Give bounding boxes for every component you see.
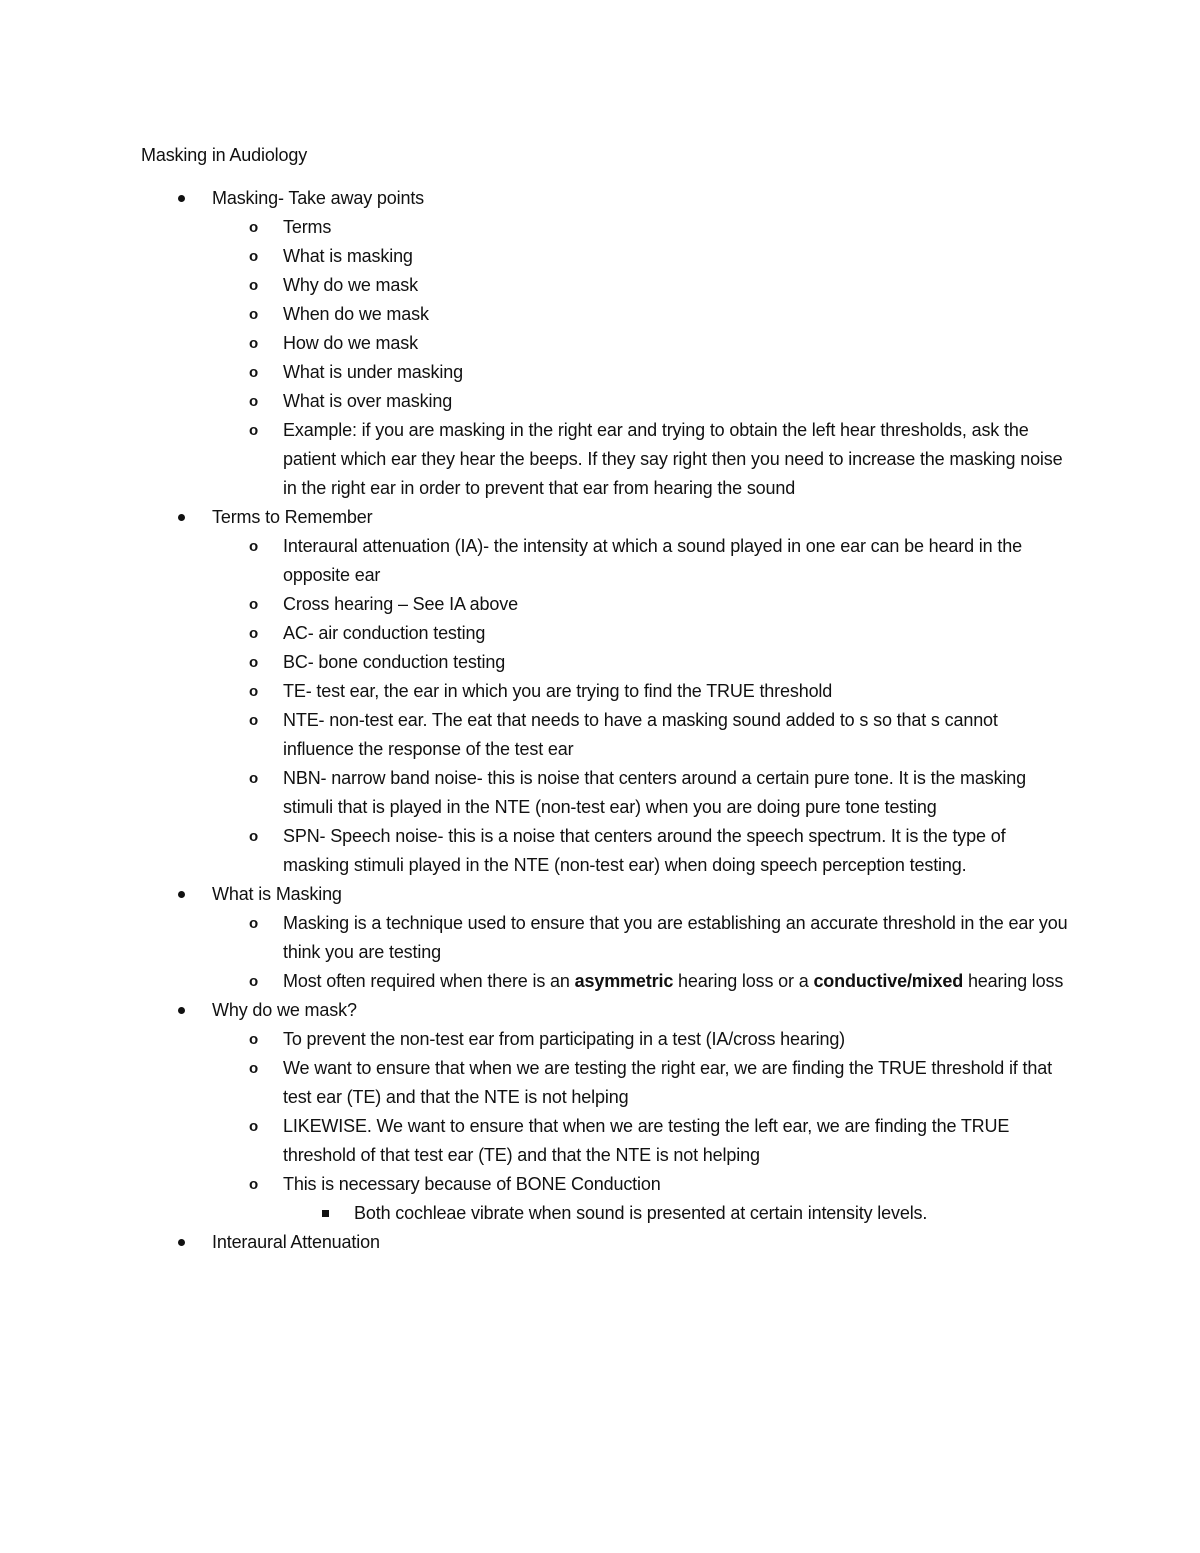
section-item bbox=[212, 358, 1071, 387]
document-title: Masking in Audiology bbox=[141, 145, 308, 165]
bullet-circle-icon: o bbox=[249, 712, 259, 729]
sub-item bbox=[283, 1199, 1071, 1228]
item-text: Interaural attenuation (IA)- the intensity at which a sound played in one ear can be heard in the opposite ear bbox=[283, 536, 1022, 585]
bullet-circle-icon: o bbox=[249, 248, 259, 265]
text-run: hearing loss or a bbox=[673, 971, 814, 991]
item-text: Cross hearing – See IA above bbox=[283, 594, 518, 614]
bullet-circle-icon: o bbox=[249, 364, 259, 381]
section-heading: What is Masking bbox=[212, 884, 342, 904]
bullet-disc-icon bbox=[178, 514, 185, 521]
section-item bbox=[212, 764, 1071, 822]
outline-section bbox=[141, 1228, 1071, 1257]
item-text: How do we mask bbox=[283, 333, 418, 353]
bullet-circle-icon: o bbox=[249, 219, 259, 236]
bullet-circle-icon: o bbox=[249, 683, 259, 700]
section-item bbox=[212, 1112, 1071, 1170]
section-item bbox=[212, 1054, 1071, 1112]
bullet-circle-icon: o bbox=[249, 538, 259, 555]
item-text: We want to ensure that when we are testing the right ear, we are finding the TRUE threshold if that test ear (TE) and that the NTE is not helping bbox=[283, 1058, 1052, 1107]
item-text: LIKEWISE. We want to ensure that when we are testing the left ear, we are finding the TRUE threshold of that test ear (TE) and that the NTE is not helping bbox=[283, 1116, 1010, 1165]
outline-list bbox=[141, 184, 1071, 1257]
sub-item-list bbox=[212, 1199, 1071, 1228]
bullet-circle-icon: o bbox=[249, 277, 259, 294]
bullet-circle-icon: o bbox=[249, 654, 259, 671]
item-text: NBN- narrow band noise- this is noise that centers around a certain pure tone. It is the masking stimuli that is played in the NTE (non-test ear) when you are doing pure tone testing bbox=[283, 768, 1026, 817]
section-item-list bbox=[141, 909, 1071, 996]
item-text: BC- bone conduction testing bbox=[283, 652, 506, 672]
section-item-list bbox=[141, 1025, 1071, 1228]
item-text: What is over masking bbox=[283, 391, 453, 411]
section-item-list bbox=[141, 213, 1071, 503]
section-item bbox=[212, 416, 1071, 503]
section-item bbox=[212, 967, 1071, 996]
bullet-disc-icon bbox=[178, 1239, 185, 1246]
bullet-circle-icon: o bbox=[249, 1118, 259, 1135]
bullet-disc-icon bbox=[178, 195, 185, 202]
outline-section bbox=[141, 996, 1071, 1228]
bullet-circle-icon: o bbox=[249, 596, 259, 613]
bullet-circle-icon: o bbox=[249, 335, 259, 352]
emphasis-text: asymmetric bbox=[574, 971, 674, 991]
bullet-circle-icon: o bbox=[249, 1176, 259, 1193]
section-item bbox=[212, 619, 1071, 648]
item-text: To prevent the non-test ear from participating in a test (IA/cross hearing) bbox=[283, 1029, 846, 1049]
bullet-square-icon bbox=[322, 1210, 329, 1217]
bullet-circle-icon: o bbox=[249, 625, 259, 642]
item-text: This is necessary because of BONE Conduction bbox=[283, 1174, 661, 1194]
bullet-disc-icon bbox=[178, 1007, 185, 1014]
item-text: When do we mask bbox=[283, 304, 429, 324]
section-item bbox=[212, 590, 1071, 619]
bullet-circle-icon: o bbox=[249, 306, 259, 323]
bullet-circle-icon: o bbox=[249, 770, 259, 787]
emphasis-text: conductive/mixed bbox=[813, 971, 964, 991]
item-text: AC- air conduction testing bbox=[283, 623, 486, 643]
section-heading: Interaural Attenuation bbox=[212, 1232, 380, 1252]
bullet-circle-icon: o bbox=[249, 828, 259, 845]
section-item bbox=[212, 271, 1071, 300]
section-item bbox=[212, 909, 1071, 967]
section-item bbox=[212, 329, 1071, 358]
bullet-disc-icon bbox=[178, 891, 185, 898]
text-run: hearing loss bbox=[963, 971, 1064, 991]
bullet-circle-icon: o bbox=[249, 1031, 259, 1048]
section-heading: Masking- Take away points bbox=[212, 188, 425, 208]
outline-section bbox=[141, 184, 1071, 503]
sub-item-text: Both cochleae vibrate when sound is presented at certain intensity levels. bbox=[354, 1203, 928, 1223]
bullet-circle-icon: o bbox=[249, 393, 259, 410]
item-text: Terms bbox=[283, 217, 332, 237]
outline-section bbox=[141, 503, 1071, 880]
item-text: Example: if you are masking in the right ear and trying to obtain the left hear thresholds, ask the patient which ear they hear the beeps. If they say right then you need to increase the masking noise in the right ear in order to prevent that ear from hearing the sound bbox=[283, 420, 1063, 498]
section-item bbox=[212, 1170, 1071, 1228]
section-item bbox=[212, 300, 1071, 329]
item-text: TE- test ear, the ear in which you are trying to find the TRUE threshold bbox=[283, 681, 833, 701]
section-item bbox=[212, 822, 1071, 880]
item-text: What is under masking bbox=[283, 362, 463, 382]
section-item bbox=[212, 1025, 1071, 1054]
item-text: Why do we mask bbox=[283, 275, 418, 295]
section-item bbox=[212, 213, 1071, 242]
section-item bbox=[212, 387, 1071, 416]
bullet-circle-icon: o bbox=[249, 1060, 259, 1077]
item-text: NTE- non-test ear. The eat that needs to have a masking sound added to s so that s cannot influence the response of the test ear bbox=[283, 710, 998, 759]
section-item-list bbox=[141, 532, 1071, 880]
section-item bbox=[212, 706, 1071, 764]
text-run: Most often required when there is an bbox=[283, 971, 575, 991]
section-heading: Terms to Remember bbox=[212, 507, 373, 527]
item-text: What is masking bbox=[283, 246, 413, 266]
bullet-circle-icon: o bbox=[249, 422, 259, 439]
item-text: Masking is a technique used to ensure that you are establishing an accurate threshold in the ear you think you are testing bbox=[283, 913, 1068, 962]
section-item bbox=[212, 677, 1071, 706]
bullet-circle-icon: o bbox=[249, 915, 259, 932]
section-item bbox=[212, 532, 1071, 590]
section-item bbox=[212, 242, 1071, 271]
section-item bbox=[212, 648, 1071, 677]
section-heading: Why do we mask? bbox=[212, 1000, 357, 1020]
item-text: SPN- Speech noise- this is a noise that centers around the speech spectrum. It is the type of masking stimuli played in the NTE (non-test ear) when doing speech perception testing. bbox=[283, 826, 1006, 875]
outline-section bbox=[141, 880, 1071, 996]
item-text bbox=[283, 971, 1063, 991]
document-body bbox=[141, 141, 1071, 1257]
bullet-circle-icon: o bbox=[249, 973, 259, 990]
